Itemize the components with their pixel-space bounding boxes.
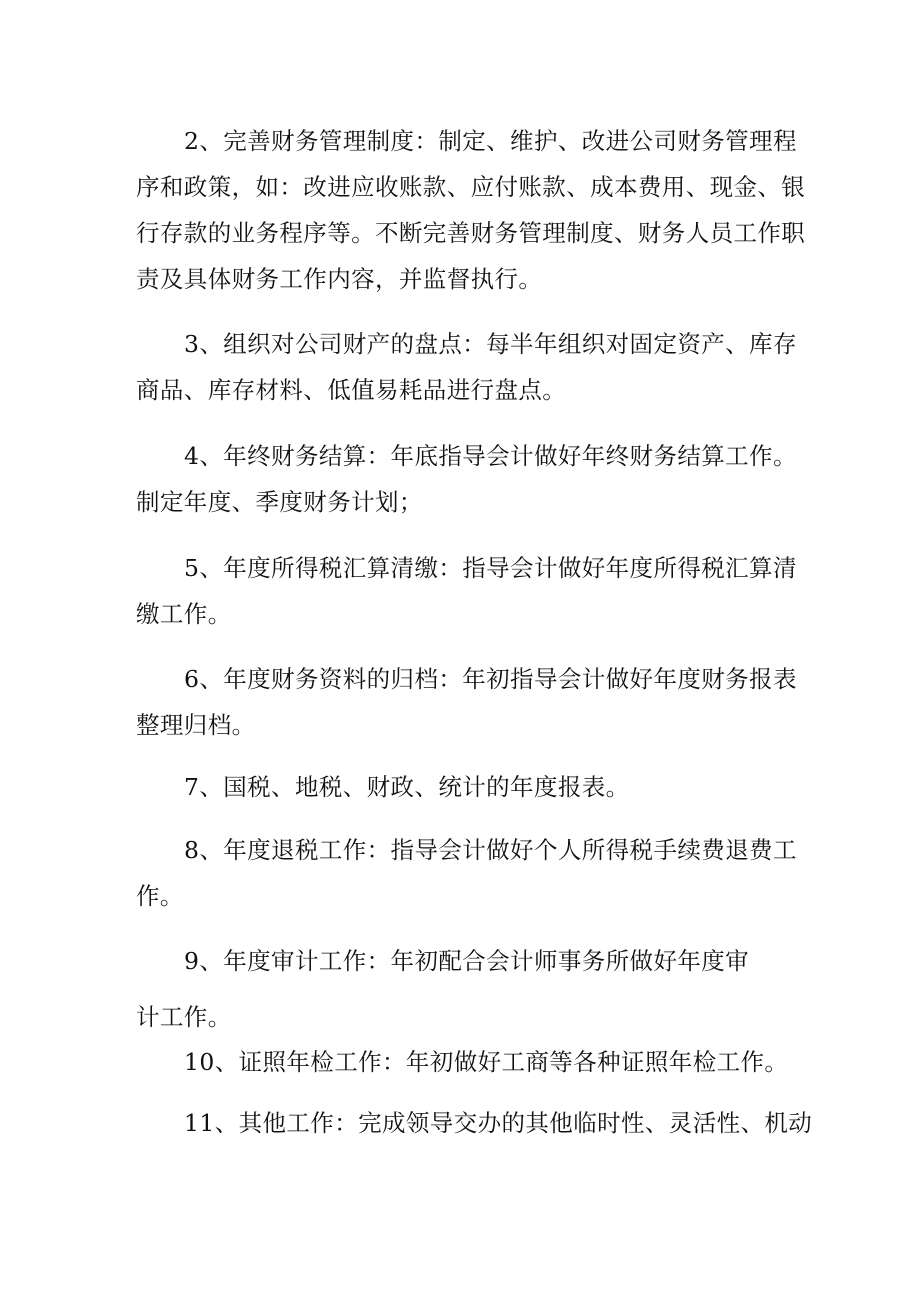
paragraph-11-line-1: 11、其他工作：完成领导交办的其他临时性、灵活性、机动	[184, 1109, 813, 1137]
paragraph-2-line-2: 序和政策，如：改进应收账款、应付账款、成本费用、现金、银	[136, 173, 806, 201]
paragraph-8-line-1: 8、年度退税工作：指导会计做好个人所得税手续费退费工	[184, 836, 797, 864]
paragraph-4-line-2: 制定年度、季度财务计划；	[136, 488, 423, 516]
paragraph-5-line-1: 5、年度所得税汇算清缴：指导会计做好年度所得税汇算清	[184, 554, 797, 582]
paragraph-6-line-1: 6、年度财务资料的归档：年初指导会计做好年度财务报表	[184, 665, 797, 693]
paragraph-9-line-1: 9、年度审计工作：年初配合会计师事务所做好年度审	[184, 947, 750, 975]
paragraph-6-line-2: 整理归档。	[136, 711, 256, 739]
paragraph-3-line-1: 3、组织对公司财产的盘点：每半年组织对固定资产、库存	[184, 330, 797, 358]
paragraph-4-line-1: 4、年终财务结算：年底指导会计做好年终财务结算工作。	[184, 442, 797, 470]
paragraph-8-line-2: 作。	[136, 882, 184, 910]
paragraph-5-line-2: 缴工作。	[136, 600, 232, 628]
paragraph-2-line-4: 责及具体财务工作内容，并监督执行。	[136, 265, 543, 293]
paragraph-2-line-3: 行存款的业务程序等。不断完善财务管理制度、财务人员工作职	[136, 219, 806, 247]
paragraph-3-line-2: 商品、库存材料、低值易耗品进行盘点。	[136, 376, 567, 404]
paragraph-2-line-1: 2、完善财务管理制度：制定、维护、改进公司财务管理程	[184, 127, 797, 155]
paragraph-9-line-2: 计工作。	[136, 1003, 232, 1031]
paragraph-7-line-1: 7、国税、地税、财政、统计的年度报表。	[184, 773, 630, 801]
paragraph-10-line-1: 10、证照年检工作：年初做好工商等各种证照年检工作。	[184, 1048, 789, 1076]
